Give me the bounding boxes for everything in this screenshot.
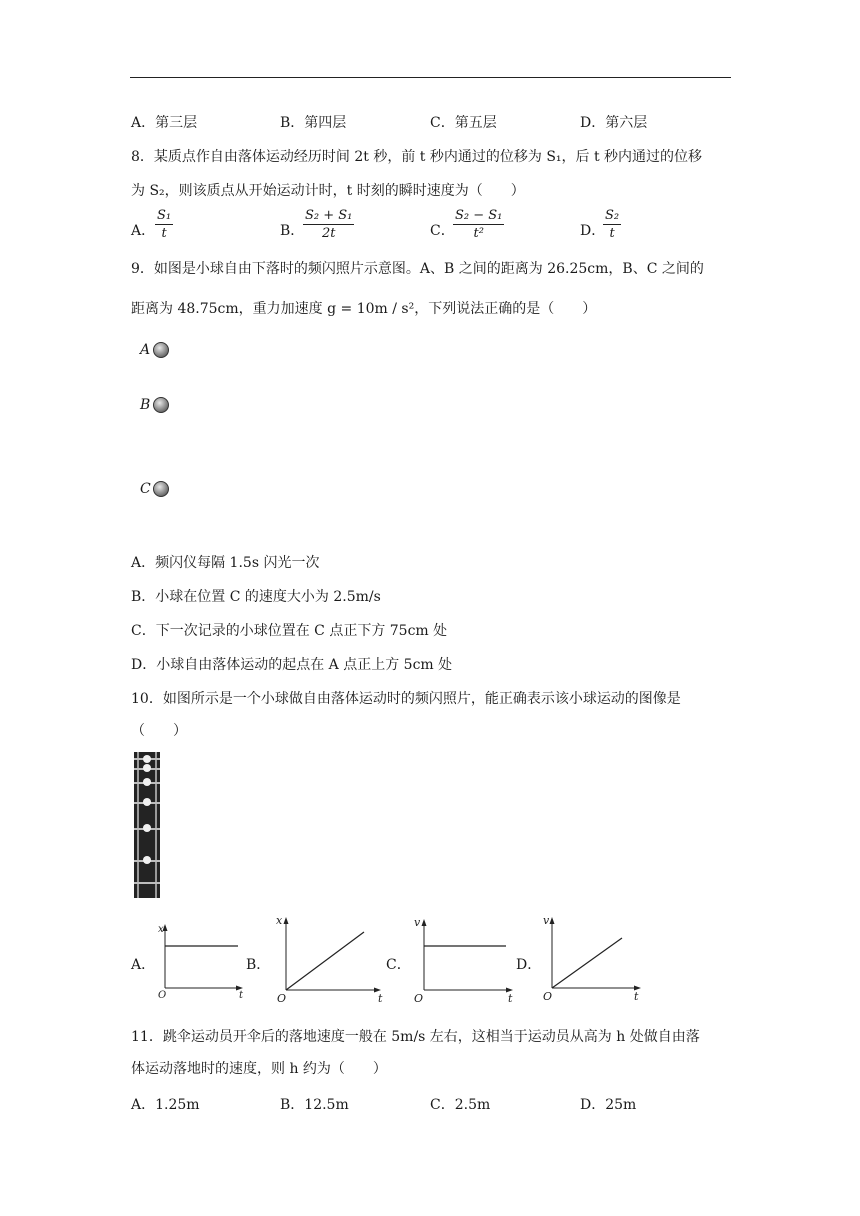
- ball-a: [153, 342, 169, 358]
- strobe-photo: [134, 752, 160, 898]
- q10-option-a-label: A．: [131, 957, 156, 973]
- q8-option-b-num: S₂ + S₁: [305, 208, 353, 223]
- graph-d-line: [552, 938, 622, 988]
- ball-label-c: C: [140, 481, 151, 497]
- q8-option-a-num: S₁: [157, 208, 172, 223]
- ball-label-a: A: [140, 342, 151, 358]
- graph-a-y-label: x: [158, 924, 164, 935]
- option-c: C．第五层: [430, 115, 497, 131]
- q11-option-a: A．1.25m: [131, 1097, 200, 1113]
- graph-c-y-label: v: [414, 916, 421, 929]
- q10-option-d-label: D．: [516, 957, 542, 973]
- graph-c: [408, 912, 520, 1004]
- graph-b: [270, 910, 390, 1006]
- graph-c-origin: O: [414, 992, 424, 1004]
- q8-option-c-num: S₂ − S₁: [455, 208, 503, 223]
- q8-option-a-fraction: [155, 208, 173, 241]
- graph-a: [150, 920, 250, 1000]
- q11-option-c: C．2.5m: [430, 1097, 491, 1113]
- q10-option-b-label: B．: [246, 957, 271, 973]
- ball-label-b: B: [140, 397, 151, 413]
- q9-stem-line1: 9．如图是小球自由下落时的频闪照片示意图。A、B 之间的距离为 26.25cm，B、C 之间的: [131, 261, 704, 277]
- q8-option-d-label: D．: [580, 223, 606, 239]
- option-a: A．第三层: [131, 115, 198, 131]
- q8-option-b-fraction: [303, 208, 354, 241]
- graph-b-origin: O: [277, 992, 287, 1005]
- graph-b-line: [286, 932, 364, 990]
- q11-stem-line1: 11．跳伞运动员开伞后的落地速度一般在 5m/s 左右，这相当于运动员从高为 h 处做自由落: [131, 1029, 700, 1045]
- graph-d-x-label: t: [634, 990, 639, 1002]
- q10-option-c-label: C．: [386, 957, 411, 973]
- graph-c-x-label: t: [508, 992, 513, 1004]
- q8-stem-line2: 为 S₂，则该质点从开始运动计时，t 时刻的瞬时速度为（ ）: [131, 183, 525, 199]
- graph-d-y-label: v: [543, 914, 550, 927]
- ball-c: [153, 481, 169, 497]
- q10-stem-line2: （ ）: [131, 723, 187, 739]
- option-b: B．第四层: [280, 115, 347, 131]
- q11-stem-line2: 体运动落地时的速度，则 h 约为（ ）: [131, 1061, 387, 1077]
- q8-option-c-label: C．: [430, 223, 455, 239]
- q10-stem-line1: 10．如图所示是一个小球做自由落体运动时的频闪照片，能正确表示该小球运动的图像是: [131, 691, 681, 707]
- graph-b-x-label: t: [378, 992, 383, 1005]
- q9-option-a: A．频闪仪每隔 1.5s 闪光一次: [131, 555, 320, 571]
- option-d: D．第六层: [580, 115, 648, 131]
- header-rule: [130, 77, 731, 78]
- q8-option-d-den: t: [609, 226, 615, 241]
- q11-option-d: D．25m: [580, 1097, 637, 1113]
- q11-option-b: B．12.5m: [280, 1097, 349, 1113]
- q8-option-d-fraction: [603, 208, 621, 241]
- q8-option-b-label: B．: [280, 223, 305, 239]
- graph-d-origin: O: [543, 990, 553, 1002]
- q8-option-c-den: t²: [473, 226, 484, 241]
- q8-option-b-den: 2t: [321, 226, 336, 241]
- q8-option-c-fraction: [453, 208, 504, 241]
- graph-d: [538, 910, 648, 1002]
- graph-a-origin: O: [158, 990, 167, 1000]
- ball-b: [153, 397, 169, 413]
- graph-a-x-label: t: [239, 990, 244, 1000]
- q9-option-b: B．小球在位置 C 的速度大小为 2.5m/s: [131, 589, 381, 605]
- q9-option-c: C．下一次记录的小球位置在 C 点正下方 75cm 处: [131, 623, 448, 639]
- q8-stem-line1: 8．某质点作自由落体运动经历时间 2t 秒，前 t 秒内通过的位移为 S₁，后 t 秒内通过的位移: [131, 149, 703, 165]
- q8-option-a-label: A．: [131, 223, 156, 239]
- q9-stem-line2: 距离为 48.75cm，重力加速度 g = 10m / s²，下列说法正确的是（ ）: [131, 301, 597, 317]
- graph-b-y-label: x: [276, 914, 283, 927]
- q9-option-d: D．小球自由落体运动的起点在 A 点正上方 5cm 处: [131, 657, 453, 673]
- q8-option-d-num: S₂: [605, 208, 620, 223]
- q8-option-a-den: t: [161, 226, 167, 241]
